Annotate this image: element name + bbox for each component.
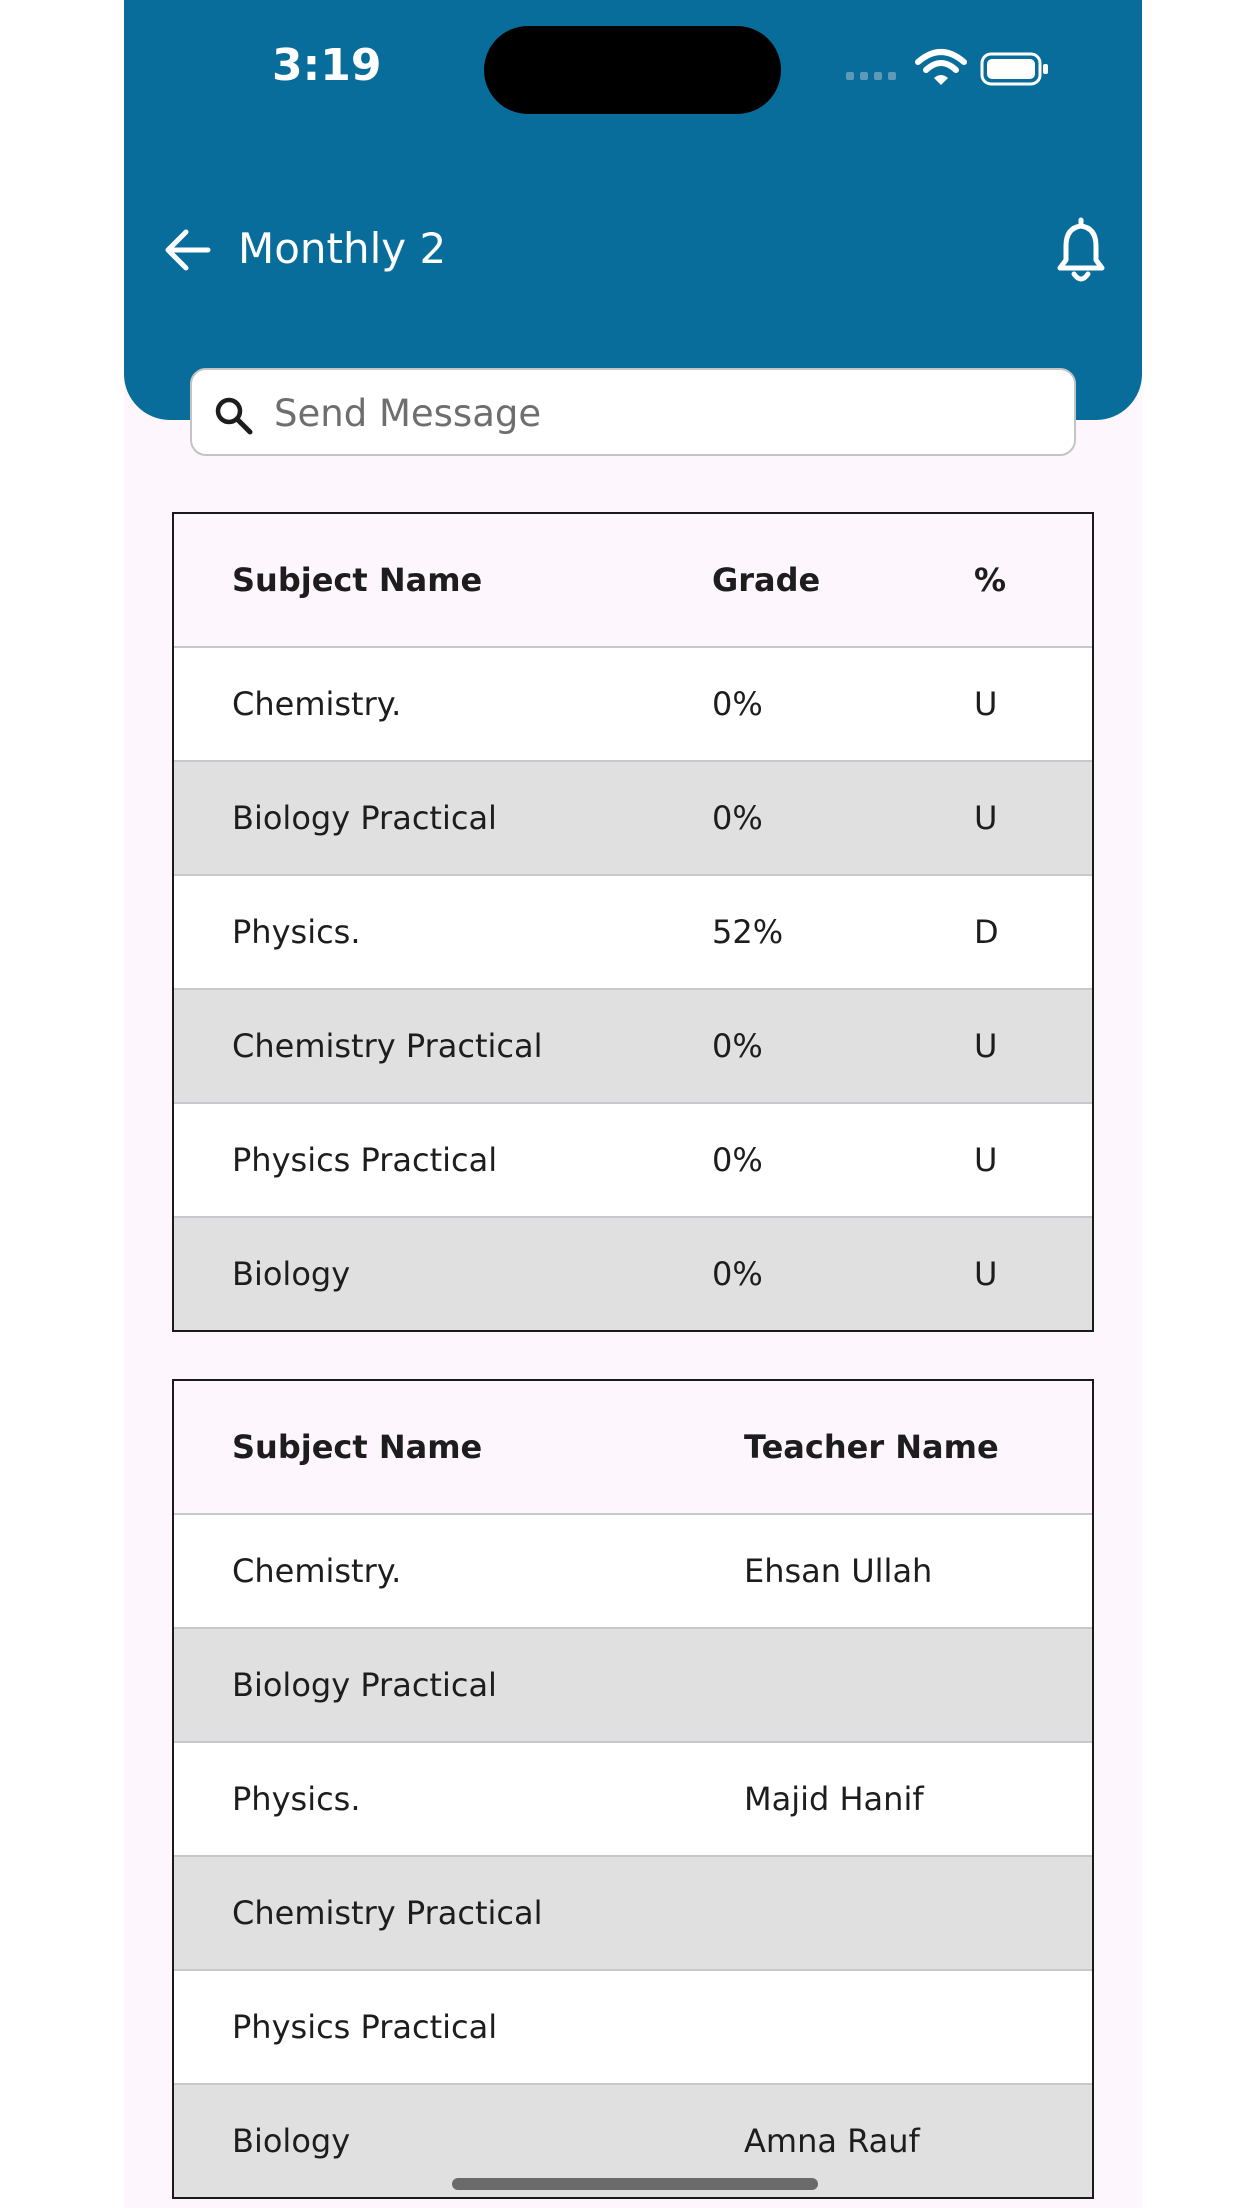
table-row <box>174 1218 1092 1330</box>
table-row <box>174 876 1092 990</box>
column-header-grade: Grade <box>712 561 821 599</box>
teacher-cell: Amna Rauf <box>744 2122 920 2160</box>
column-header-teacher: Teacher Name <box>744 1428 999 1466</box>
table-row <box>174 1743 1092 1857</box>
dynamic-island <box>484 26 781 114</box>
table-row <box>174 1104 1092 1218</box>
subject-cell: Chemistry. <box>232 1552 402 1590</box>
subject-cell: Biology Practical <box>232 799 497 837</box>
table-row <box>174 648 1092 762</box>
app-bar <box>124 0 1142 420</box>
subject-cell: Biology <box>232 2122 351 2160</box>
column-header-subject: Subject Name <box>232 561 483 599</box>
percent-cell: U <box>974 799 998 837</box>
grade-cell: 0% <box>712 1255 763 1293</box>
table-row <box>174 1971 1092 2085</box>
cellular-signal-icon <box>846 72 896 80</box>
page-title: Monthly 2 <box>238 224 447 273</box>
battery-icon <box>980 52 1050 86</box>
table-row <box>174 762 1092 876</box>
subject-cell: Physics Practical <box>232 1141 498 1179</box>
percent-cell: U <box>974 685 998 723</box>
table-row <box>174 1515 1092 1629</box>
subject-cell: Chemistry Practical <box>232 1027 543 1065</box>
app-screen <box>124 0 1142 2208</box>
subject-cell: Physics. <box>232 1780 361 1818</box>
column-header-percent: % <box>974 561 1007 599</box>
search-bar[interactable] <box>190 368 1076 456</box>
search-icon <box>212 394 256 438</box>
subject-cell: Physics Practical <box>232 2008 498 2046</box>
teacher-cell: Majid Hanif <box>744 1780 924 1818</box>
teachers-table <box>172 1379 1094 2199</box>
percent-cell: U <box>974 1255 998 1293</box>
back-arrow-icon[interactable] <box>158 222 218 278</box>
subject-cell: Chemistry Practical <box>232 1894 543 1932</box>
subject-cell: Physics. <box>232 913 361 951</box>
percent-cell: U <box>974 1141 998 1179</box>
subject-cell: Biology <box>232 1255 351 1293</box>
table-row <box>174 990 1092 1104</box>
home-indicator[interactable] <box>452 2178 818 2190</box>
message-search-input[interactable] <box>272 376 1056 450</box>
grade-cell: 0% <box>712 799 763 837</box>
grade-cell: 0% <box>712 1027 763 1065</box>
teacher-cell: Ehsan Ullah <box>744 1552 933 1590</box>
grade-cell: 52% <box>712 913 784 951</box>
grades-table <box>172 512 1094 1332</box>
column-header-subject: Subject Name <box>232 1428 483 1466</box>
grade-cell: 0% <box>712 1141 763 1179</box>
table-row <box>174 1857 1092 1971</box>
percent-cell: U <box>974 1027 998 1065</box>
subject-cell: Biology Practical <box>232 1666 497 1704</box>
bell-icon[interactable] <box>1050 214 1112 286</box>
subject-cell: Chemistry. <box>232 685 402 723</box>
table-row <box>174 1629 1092 1743</box>
table-header <box>174 514 1092 648</box>
table-header <box>174 1381 1092 1515</box>
status-time: 3:19 <box>272 40 382 91</box>
wifi-icon <box>914 48 968 88</box>
percent-cell: D <box>974 913 999 951</box>
grade-cell: 0% <box>712 685 763 723</box>
